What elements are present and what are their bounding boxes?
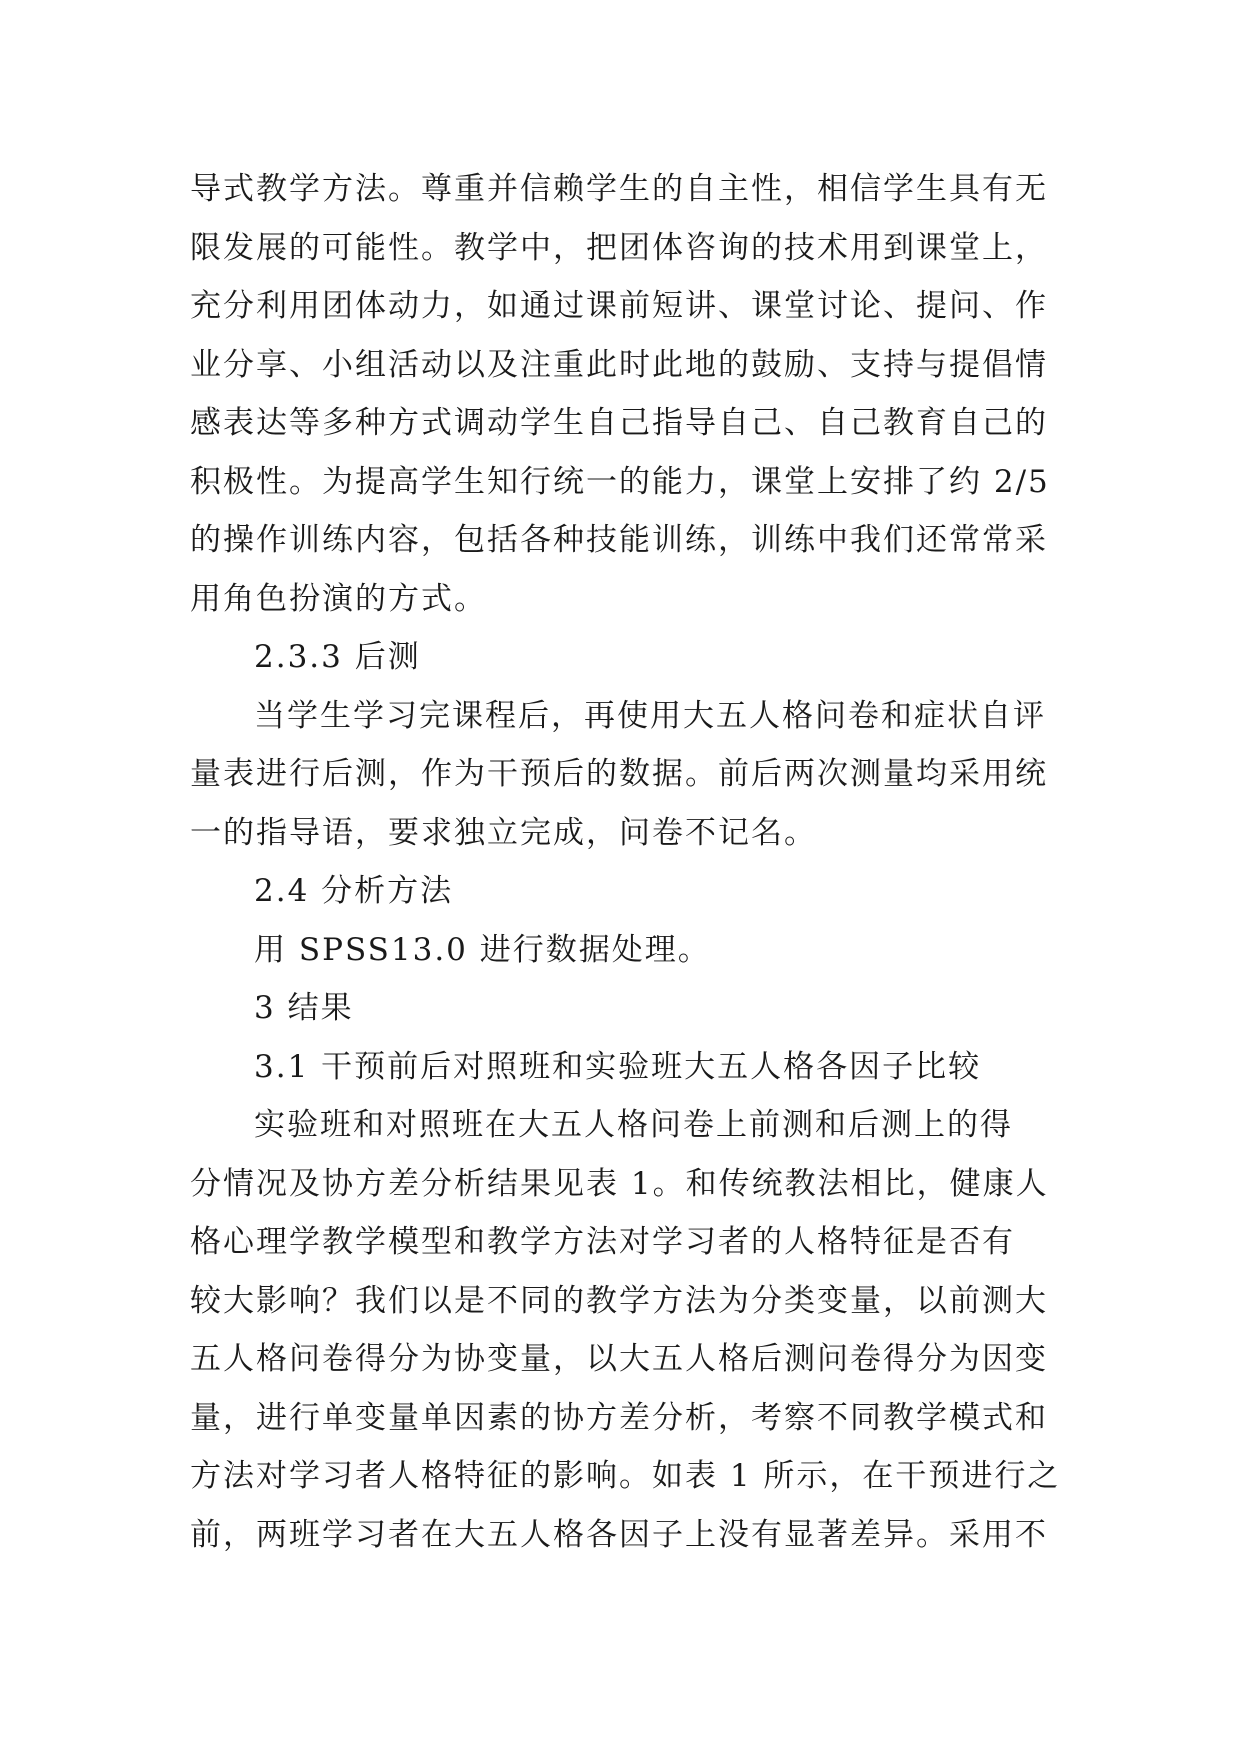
text-line: 用角色扮演的方式。 bbox=[190, 580, 487, 617]
text-line: 较大影响？我们以是不同的教学方法为分类变量，以前测大 bbox=[190, 1282, 1048, 1319]
text-line: 一的指导语，要求独立完成，问卷不记名。 bbox=[190, 814, 817, 851]
text-line: 当学生学习完课程后，再使用大五人格问卷和症状自评 bbox=[254, 697, 1046, 734]
text-line: 积极性。为提高学生知行统一的能力，课堂上安排了约 2/5 bbox=[190, 463, 1050, 500]
text-line: 量表进行后测，作为干预后的数据。前后两次测量均采用统 bbox=[190, 756, 1048, 792]
text-line: 导式教学方法。尊重并信赖学生的自主性，相信学生具有无 bbox=[190, 171, 1048, 207]
body-text bbox=[190, 160, 1061, 1564]
text-line: 量，进行单变量单因素的协方差分析，考察不同教学模式和 bbox=[190, 1399, 1048, 1436]
text-line: 实验班和对照班在大五人格问卷上前测和后测上的得 bbox=[254, 1107, 1013, 1143]
text-line: 业分享、小组活动以及注重此时此地的鼓励、支持与提倡情 bbox=[190, 346, 1048, 383]
text-line: 的操作训练内容，包括各种技能训练，训练中我们还常常采 bbox=[190, 522, 1048, 558]
text-line: 分情况及协方差分析结果见表 1。和传统教法相比，健康人 bbox=[190, 1165, 1049, 1202]
text-line: 方法对学习者人格特征的影响。如表 1 所示，在干预进行之 bbox=[190, 1458, 1061, 1494]
text-line: 用 SPSS13.0 进行数据处理。 bbox=[254, 931, 711, 968]
section-heading-3-1: 3.1 干预前后对照班和实验班大五人格各因子比较 bbox=[254, 1048, 982, 1085]
text-line: 格心理学教学模型和教学方法对学习者的人格特征是否有 bbox=[190, 1224, 1015, 1260]
text-line: 前，两班学习者在大五人格各因子上没有显著差异。采用不 bbox=[190, 1516, 1048, 1553]
section-heading-2-3-3: 2.3.3 后测 bbox=[254, 639, 421, 675]
text-line: 限发展的可能性。教学中，把团体咨询的技术用到课堂上， bbox=[190, 229, 1048, 266]
section-heading-3: 3 结果 bbox=[254, 990, 354, 1026]
text-line: 五人格问卷得分为协变量，以大五人格后测问卷得分为因变 bbox=[190, 1341, 1048, 1377]
section-heading-2-4: 2.4 分析方法 bbox=[254, 873, 454, 909]
text-line: 充分利用团体动力，如通过课前短讲、课堂讨论、提问、作 bbox=[190, 288, 1048, 324]
text-line: 感表达等多种方式调动学生自己指导自己、自己教育自己的 bbox=[190, 405, 1048, 441]
